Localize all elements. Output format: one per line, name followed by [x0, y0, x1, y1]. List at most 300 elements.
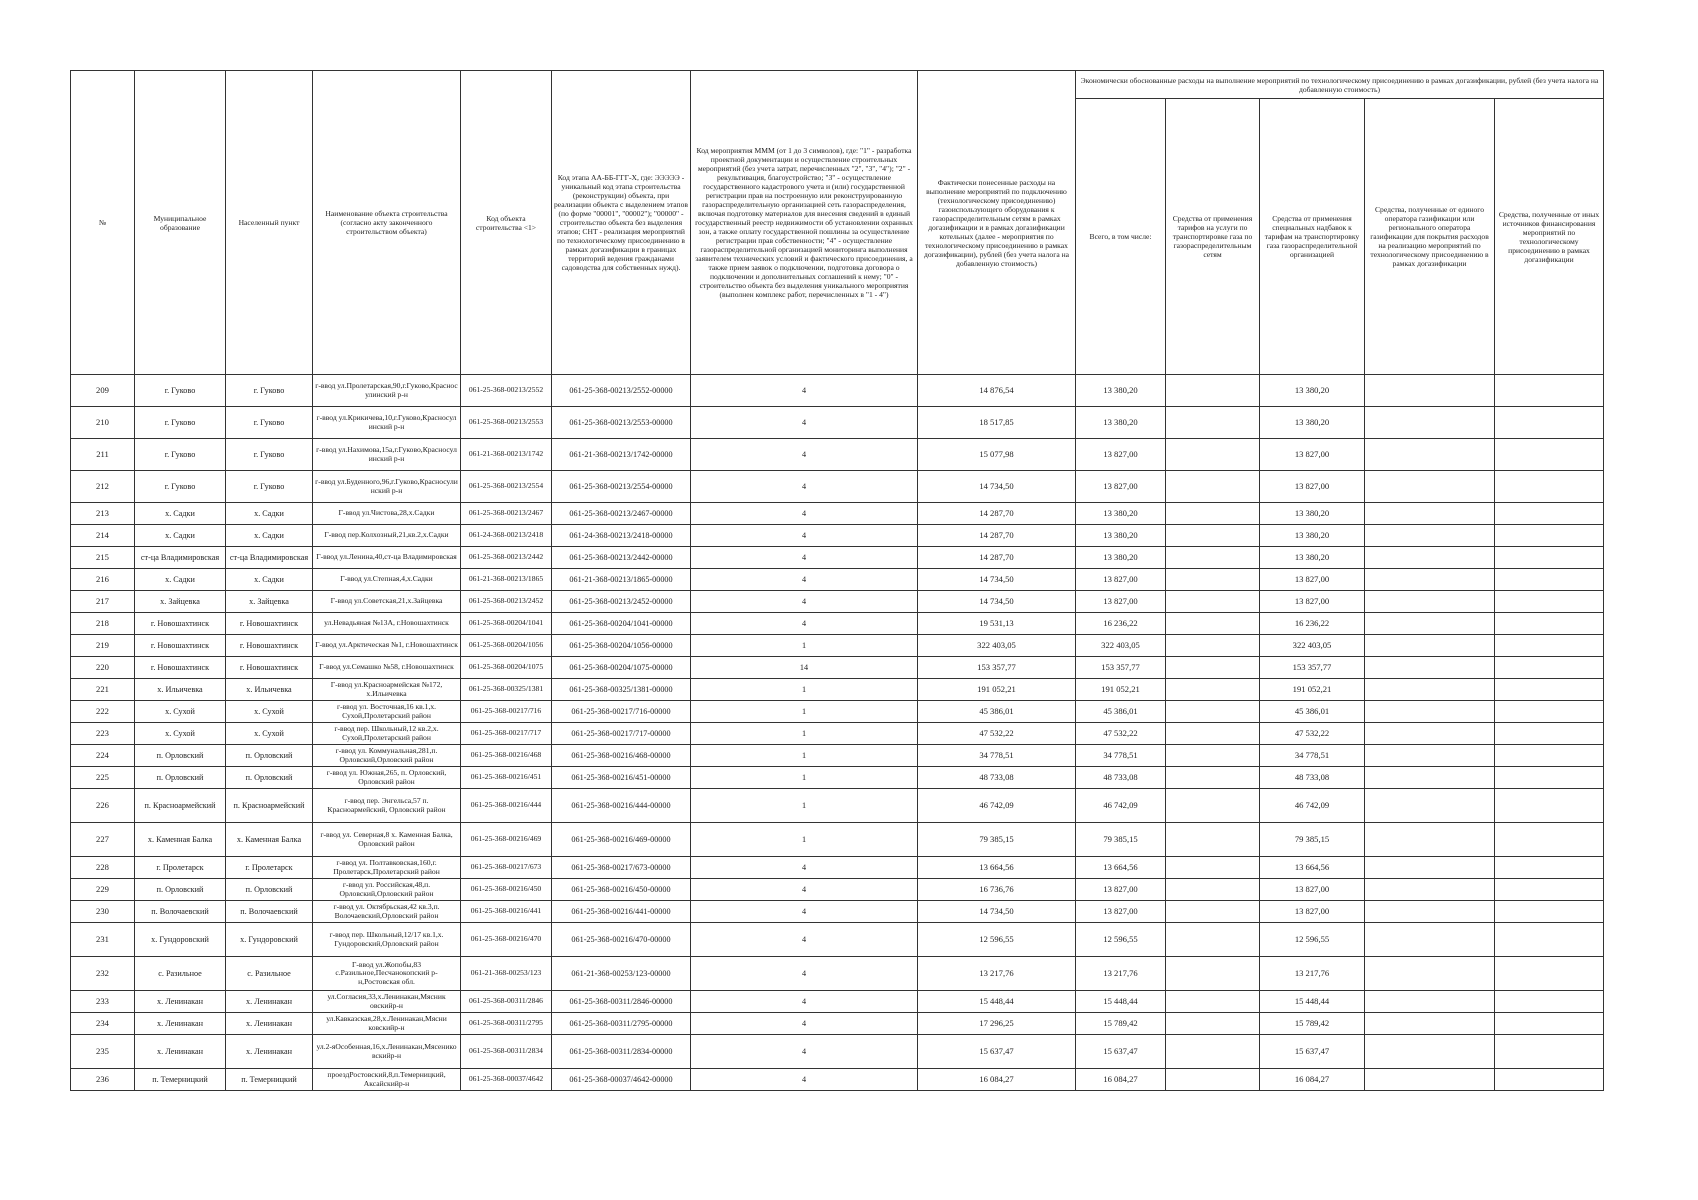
- row-total: 13 827,00: [1076, 569, 1166, 591]
- row-total: 13 380,20: [1076, 407, 1166, 439]
- row-stage-code: 061-25-368-00213/2467-00000: [552, 503, 691, 525]
- row-other-sources: [1495, 1035, 1604, 1069]
- row-stage-code: 061-25-368-00217/716-00000: [552, 701, 691, 723]
- row-municipality: х. Садки: [135, 525, 226, 547]
- row-special-surcharge: 47 532,22: [1260, 723, 1365, 745]
- row-measure-code: 4: [691, 923, 918, 957]
- row-tariff-funds: [1166, 991, 1260, 1013]
- row-municipality: х. Сухой: [135, 701, 226, 723]
- row-total: 34 778,51: [1076, 745, 1166, 767]
- row-stage-code: 061-25-368-00311/2846-00000: [552, 991, 691, 1013]
- row-operator-funds: [1365, 745, 1495, 767]
- row-object-code: 061-25-368-00325/1381: [461, 679, 552, 701]
- row-other-sources: [1495, 789, 1604, 823]
- row-tariff-funds: [1166, 857, 1260, 879]
- row-special-surcharge: 13 380,20: [1260, 407, 1365, 439]
- row-other-sources: [1495, 657, 1604, 679]
- row-actual-costs: 15 448,44: [918, 991, 1076, 1013]
- row-actual-costs: 17 296,25: [918, 1013, 1076, 1035]
- row-settlement: п. Красноармейский: [226, 789, 313, 823]
- row-object-code: 061-25-368-00216/469: [461, 823, 552, 857]
- row-object-code: 061-25-368-00216/451: [461, 767, 552, 789]
- row-number: 227: [71, 823, 135, 857]
- row-special-surcharge: 45 386,01: [1260, 701, 1365, 723]
- row-operator-funds: [1365, 657, 1495, 679]
- row-special-surcharge: 322 403,05: [1260, 635, 1365, 657]
- row-number: 236: [71, 1069, 135, 1091]
- row-stage-code: 061-25-368-00204/1056-00000: [552, 635, 691, 657]
- row-stage-code: 061-25-368-00216/469-00000: [552, 823, 691, 857]
- row-number: 226: [71, 789, 135, 823]
- row-object-name: г-ввод ул.Пролетарская,90,г.Гуково,Краснос улинский р-н: [313, 375, 461, 407]
- table-row: [71, 901, 1604, 923]
- row-other-sources: [1495, 879, 1604, 901]
- row-object-name: Г-ввод ул.Семашко №58, г.Новошахтинск: [313, 657, 461, 679]
- row-municipality: х. Садки: [135, 569, 226, 591]
- row-measure-code: 4: [691, 503, 918, 525]
- cost-table: [70, 70, 1604, 1091]
- row-actual-costs: 15 637,47: [918, 1035, 1076, 1069]
- row-actual-costs: 15 077,98: [918, 439, 1076, 471]
- row-tariff-funds: [1166, 767, 1260, 789]
- row-number: 210: [71, 407, 135, 439]
- row-tariff-funds: [1166, 635, 1260, 657]
- row-object-code: 061-25-368-00216/444: [461, 789, 552, 823]
- row-municipality: г. Пролетарск: [135, 857, 226, 879]
- row-settlement: п. Волочаевский: [226, 901, 313, 923]
- row-object-name: Г-ввод ул.Арктическая №1, г.Новошахтинск: [313, 635, 461, 657]
- row-measure-code: 1: [691, 767, 918, 789]
- table-row: [71, 375, 1604, 407]
- row-operator-funds: [1365, 439, 1495, 471]
- row-operator-funds: [1365, 857, 1495, 879]
- row-special-surcharge: 13 664,56: [1260, 857, 1365, 879]
- row-tariff-funds: [1166, 547, 1260, 569]
- row-tariff-funds: [1166, 503, 1260, 525]
- row-stage-code: 061-25-368-00216/450-00000: [552, 879, 691, 901]
- table-row: [71, 957, 1604, 991]
- row-special-surcharge: 13 827,00: [1260, 439, 1365, 471]
- row-actual-costs: 12 596,55: [918, 923, 1076, 957]
- row-settlement: п. Орловский: [226, 879, 313, 901]
- row-tariff-funds: [1166, 957, 1260, 991]
- row-number: 216: [71, 569, 135, 591]
- row-actual-costs: 16 084,27: [918, 1069, 1076, 1091]
- row-settlement: х. Сухой: [226, 723, 313, 745]
- row-settlement: г. Новошахтинск: [226, 657, 313, 679]
- row-object-name: г-ввод ул. Полтавковская,160,г. Пролетарск,Пролетарский район: [313, 857, 461, 879]
- row-object-code: 061-25-368-00213/2452: [461, 591, 552, 613]
- cost-table-sheet: [70, 70, 1603, 1091]
- row-other-sources: [1495, 701, 1604, 723]
- table-row: [71, 1013, 1604, 1035]
- row-tariff-funds: [1166, 679, 1260, 701]
- row-municipality: г. Гуково: [135, 439, 226, 471]
- row-number: 220: [71, 657, 135, 679]
- row-total: 47 532,22: [1076, 723, 1166, 745]
- row-total: 15 448,44: [1076, 991, 1166, 1013]
- row-special-surcharge: 13 827,00: [1260, 569, 1365, 591]
- row-measure-code: 1: [691, 723, 918, 745]
- row-object-code: 061-25-368-00204/1075: [461, 657, 552, 679]
- table-row: [71, 745, 1604, 767]
- row-actual-costs: 13 664,56: [918, 857, 1076, 879]
- row-municipality: г. Новошахтинск: [135, 635, 226, 657]
- row-object-code: 061-25-368-00037/4642: [461, 1069, 552, 1091]
- row-special-surcharge: 34 778,51: [1260, 745, 1365, 767]
- row-actual-costs: 14 734,50: [918, 471, 1076, 503]
- row-actual-costs: 47 532,22: [918, 723, 1076, 745]
- row-object-code: 061-25-368-00204/1041: [461, 613, 552, 635]
- row-object-name: ул.2-яОсобенная,16,х.Ленинакан,Мясенико вскийр-н: [313, 1035, 461, 1069]
- row-measure-code: 1: [691, 823, 918, 857]
- row-object-code: 061-25-368-00204/1056: [461, 635, 552, 657]
- row-tariff-funds: [1166, 923, 1260, 957]
- row-number: 215: [71, 547, 135, 569]
- row-settlement: х. Садки: [226, 503, 313, 525]
- row-object-code: 061-25-368-00216/450: [461, 879, 552, 901]
- table-row: [71, 1035, 1604, 1069]
- row-object-code: 061-25-368-00213/2442: [461, 547, 552, 569]
- row-operator-funds: [1365, 613, 1495, 635]
- row-actual-costs: 14 287,70: [918, 525, 1076, 547]
- row-settlement: п. Темерницкий: [226, 1069, 313, 1091]
- header-object-name: Наименование объекта строительства (согласно акту законченного строительством объекта): [313, 71, 461, 375]
- row-number: 228: [71, 857, 135, 879]
- row-total: 13 380,20: [1076, 375, 1166, 407]
- row-other-sources: [1495, 591, 1604, 613]
- row-settlement: х. Зайцевка: [226, 591, 313, 613]
- row-object-name: Г-ввод ул.Чистова,28,х.Садки: [313, 503, 461, 525]
- table-body: [71, 375, 1604, 1091]
- row-stage-code: 061-25-368-00216/451-00000: [552, 767, 691, 789]
- row-number: 224: [71, 745, 135, 767]
- row-object-code: 061-25-368-00216/470: [461, 923, 552, 957]
- row-special-surcharge: 13 380,20: [1260, 525, 1365, 547]
- table-row: [71, 591, 1604, 613]
- row-settlement: х. Сухой: [226, 701, 313, 723]
- header-other-sources: Средства, полученные от иных источников финансирования мероприятий по технологическому присоединению в рамках догазификации: [1495, 99, 1604, 375]
- row-actual-costs: 191 052,21: [918, 679, 1076, 701]
- table-row: [71, 569, 1604, 591]
- row-number: 217: [71, 591, 135, 613]
- row-settlement: х. Ильичевка: [226, 679, 313, 701]
- row-object-code: 061-21-368-00213/1865: [461, 569, 552, 591]
- table-row: [71, 503, 1604, 525]
- row-tariff-funds: [1166, 657, 1260, 679]
- row-total: 13 827,00: [1076, 901, 1166, 923]
- row-number: 211: [71, 439, 135, 471]
- row-object-name: Г-ввод ул.Ленина,40,ст-ца Владимировская: [313, 547, 461, 569]
- row-other-sources: [1495, 613, 1604, 635]
- row-municipality: п. Красноармейский: [135, 789, 226, 823]
- row-other-sources: [1495, 745, 1604, 767]
- row-actual-costs: 14 734,50: [918, 569, 1076, 591]
- row-other-sources: [1495, 923, 1604, 957]
- row-total: 15 637,47: [1076, 1035, 1166, 1069]
- row-operator-funds: [1365, 701, 1495, 723]
- row-number: 221: [71, 679, 135, 701]
- header-object-code: Код объекта строительства <1>: [461, 71, 552, 375]
- row-stage-code: 061-21-368-00213/1865-00000: [552, 569, 691, 591]
- table-row: [71, 923, 1604, 957]
- row-tariff-funds: [1166, 591, 1260, 613]
- row-number: 218: [71, 613, 135, 635]
- row-settlement: г. Гуково: [226, 471, 313, 503]
- row-actual-costs: 322 403,05: [918, 635, 1076, 657]
- row-special-surcharge: 13 827,00: [1260, 591, 1365, 613]
- row-other-sources: [1495, 857, 1604, 879]
- row-object-name: г-ввод ул. Российская,48,п. Орловский,Орловский район: [313, 879, 461, 901]
- row-operator-funds: [1365, 525, 1495, 547]
- table-row: [71, 823, 1604, 857]
- row-measure-code: 4: [691, 547, 918, 569]
- row-actual-costs: 18 517,85: [918, 407, 1076, 439]
- row-measure-code: 1: [691, 679, 918, 701]
- header-settlement: Населенный пункт: [226, 71, 313, 375]
- row-municipality: г. Гуково: [135, 407, 226, 439]
- row-object-name: Г-ввод ул.Степная,4,х.Садки: [313, 569, 461, 591]
- row-tariff-funds: [1166, 901, 1260, 923]
- row-special-surcharge: 13 217,76: [1260, 957, 1365, 991]
- header-tariff-funds: Средства от применения тарифов на услуги по транспортировке газа по газораспределительным сетям: [1166, 99, 1260, 375]
- row-operator-funds: [1365, 503, 1495, 525]
- row-object-name: г-ввод пер. Энгельса,57 п. Красноармейский, Орловский район: [313, 789, 461, 823]
- row-other-sources: [1495, 823, 1604, 857]
- row-special-surcharge: 13 380,20: [1260, 503, 1365, 525]
- row-special-surcharge: 15 637,47: [1260, 1035, 1365, 1069]
- row-object-code: 061-25-368-00217/673: [461, 857, 552, 879]
- row-total: 12 596,55: [1076, 923, 1166, 957]
- row-municipality: г. Гуково: [135, 375, 226, 407]
- row-measure-code: 4: [691, 1035, 918, 1069]
- row-special-surcharge: 13 380,20: [1260, 547, 1365, 569]
- row-operator-funds: [1365, 723, 1495, 745]
- table-row: [71, 723, 1604, 745]
- row-measure-code: 4: [691, 1069, 918, 1091]
- row-number: 209: [71, 375, 135, 407]
- row-stage-code: 061-25-368-00213/2442-00000: [552, 547, 691, 569]
- row-other-sources: [1495, 503, 1604, 525]
- row-object-code: 061-25-368-00311/2834: [461, 1035, 552, 1069]
- row-settlement: г. Пролетарск: [226, 857, 313, 879]
- row-measure-code: 14: [691, 657, 918, 679]
- row-settlement: г. Гуково: [226, 375, 313, 407]
- row-operator-funds: [1365, 569, 1495, 591]
- table-row: [71, 991, 1604, 1013]
- row-special-surcharge: 191 052,21: [1260, 679, 1365, 701]
- row-total: 16 236,22: [1076, 613, 1166, 635]
- row-number: 213: [71, 503, 135, 525]
- header-total: Всего, в том числе:: [1076, 99, 1166, 375]
- header-special-surcharge: Средства от применения специальных надбавок к тарифам на транспортировку газа газораспределительной организацией: [1260, 99, 1365, 375]
- table-row: [71, 547, 1604, 569]
- row-settlement: п. Орловский: [226, 767, 313, 789]
- row-tariff-funds: [1166, 1069, 1260, 1091]
- row-object-name: ул.Невадьяная №13А, г.Новошахтинск: [313, 613, 461, 635]
- row-other-sources: [1495, 1013, 1604, 1035]
- row-municipality: х. Гундоровский: [135, 923, 226, 957]
- row-other-sources: [1495, 525, 1604, 547]
- row-municipality: х. Зайцевка: [135, 591, 226, 613]
- row-operator-funds: [1365, 407, 1495, 439]
- row-tariff-funds: [1166, 723, 1260, 745]
- row-total: 153 357,77: [1076, 657, 1166, 679]
- row-special-surcharge: 13 380,20: [1260, 375, 1365, 407]
- row-stage-code: 061-25-368-00204/1041-00000: [552, 613, 691, 635]
- row-other-sources: [1495, 901, 1604, 923]
- row-actual-costs: 14 876,54: [918, 375, 1076, 407]
- table-row: [71, 471, 1604, 503]
- row-object-name: Г-ввод ул.Советская,21,х.Зайцевка: [313, 591, 461, 613]
- row-other-sources: [1495, 991, 1604, 1013]
- row-stage-code: 061-25-368-00216/468-00000: [552, 745, 691, 767]
- row-municipality: г. Новошахтинск: [135, 657, 226, 679]
- row-measure-code: 4: [691, 471, 918, 503]
- row-object-name: проездРостовский,8,п.Темерницкий, Аксайскийр-н: [313, 1069, 461, 1091]
- table-row: [71, 635, 1604, 657]
- row-municipality: х. Ленинакан: [135, 1013, 226, 1035]
- row-object-code: 061-25-368-00311/2795: [461, 1013, 552, 1035]
- row-number: 225: [71, 767, 135, 789]
- row-tariff-funds: [1166, 1035, 1260, 1069]
- row-municipality: г. Гуково: [135, 471, 226, 503]
- row-operator-funds: [1365, 679, 1495, 701]
- row-stage-code: 061-25-368-00216/441-00000: [552, 901, 691, 923]
- row-operator-funds: [1365, 957, 1495, 991]
- row-tariff-funds: [1166, 823, 1260, 857]
- row-other-sources: [1495, 375, 1604, 407]
- header-municipality: Муниципальное образование: [135, 71, 226, 375]
- row-total: 13 664,56: [1076, 857, 1166, 879]
- row-operator-funds: [1365, 901, 1495, 923]
- row-object-code: 061-21-368-00213/1742: [461, 439, 552, 471]
- row-stage-code: 061-25-368-00213/2552-00000: [552, 375, 691, 407]
- row-total: 13 827,00: [1076, 439, 1166, 471]
- row-settlement: с. Разильное: [226, 957, 313, 991]
- row-special-surcharge: 46 742,09: [1260, 789, 1365, 823]
- row-measure-code: 4: [691, 525, 918, 547]
- row-municipality: ст-ца Владимировская: [135, 547, 226, 569]
- header-stage-code: Код этапа АА-ББ-ГГГ-Х, где: ЭЭЭЭЭ - уникальный код этапа строительства (реконструкции) объекта, при реализации объекта с выделением этапов (по форме "00001", "00002"); "00000" - строительство объекта без выделения этапов; СНТ - реализация мероприятий по технологическому присоединению в рамках догазификации в границах территорий ведения гражданами садоводства для собственных нужд).: [552, 71, 691, 375]
- row-object-name: г-ввод ул.Буденного,96,г.Гуково,Красносули нский р-н: [313, 471, 461, 503]
- row-municipality: х. Сухой: [135, 723, 226, 745]
- table-row: [71, 879, 1604, 901]
- row-measure-code: 4: [691, 1013, 918, 1035]
- row-special-surcharge: 79 385,15: [1260, 823, 1365, 857]
- row-object-name: Г-ввод ул.Красноармейская №172, х.Ильичевка: [313, 679, 461, 701]
- row-actual-costs: 79 385,15: [918, 823, 1076, 857]
- table-row: [71, 789, 1604, 823]
- row-tariff-funds: [1166, 701, 1260, 723]
- row-operator-funds: [1365, 923, 1495, 957]
- table-row: [71, 525, 1604, 547]
- row-total: 79 385,15: [1076, 823, 1166, 857]
- row-special-surcharge: 15 789,42: [1260, 1013, 1365, 1035]
- row-total: 13 827,00: [1076, 471, 1166, 503]
- row-tariff-funds: [1166, 613, 1260, 635]
- row-settlement: ст-ца Владимировская: [226, 547, 313, 569]
- row-object-name: ул.Кавказская,28,х.Ленинакан,Мясни ковскийр-н: [313, 1013, 461, 1035]
- table-row: [71, 1069, 1604, 1091]
- row-number: 230: [71, 901, 135, 923]
- table-row: [71, 439, 1604, 471]
- row-municipality: х. Каменная Балка: [135, 823, 226, 857]
- row-settlement: п. Орловский: [226, 745, 313, 767]
- row-settlement: х. Садки: [226, 569, 313, 591]
- row-actual-costs: 14 734,50: [918, 901, 1076, 923]
- table-row: [71, 701, 1604, 723]
- row-actual-costs: 46 742,09: [918, 789, 1076, 823]
- row-settlement: г. Гуково: [226, 439, 313, 471]
- row-number: 219: [71, 635, 135, 657]
- row-special-surcharge: 12 596,55: [1260, 923, 1365, 957]
- table-row: [71, 679, 1604, 701]
- row-tariff-funds: [1166, 1013, 1260, 1035]
- row-object-code: 061-25-368-00217/717: [461, 723, 552, 745]
- row-object-name: г-ввод ул. Октябрьская,42 кв.3,п. Волочаевский,Орловский район: [313, 901, 461, 923]
- row-total: 191 052,21: [1076, 679, 1166, 701]
- row-object-name: г-ввод пер. Школьный,12 кв.2,х. Сухой,Пролетарский район: [313, 723, 461, 745]
- row-other-sources: [1495, 957, 1604, 991]
- row-tariff-funds: [1166, 407, 1260, 439]
- row-operator-funds: [1365, 471, 1495, 503]
- row-number: 212: [71, 471, 135, 503]
- row-stage-code: 061-25-368-00213/2554-00000: [552, 471, 691, 503]
- table-row: [71, 657, 1604, 679]
- row-special-surcharge: 15 448,44: [1260, 991, 1365, 1013]
- row-measure-code: 4: [691, 375, 918, 407]
- row-tariff-funds: [1166, 879, 1260, 901]
- row-actual-costs: 14 287,70: [918, 547, 1076, 569]
- row-operator-funds: [1365, 879, 1495, 901]
- table-row: [71, 767, 1604, 789]
- row-stage-code: 061-21-368-00213/1742-00000: [552, 439, 691, 471]
- row-measure-code: 4: [691, 879, 918, 901]
- row-municipality: х. Ильичевка: [135, 679, 226, 701]
- row-settlement: х. Ленинакан: [226, 1035, 313, 1069]
- row-stage-code: 061-24-368-00213/2418-00000: [552, 525, 691, 547]
- row-special-surcharge: 153 357,77: [1260, 657, 1365, 679]
- row-actual-costs: 14 287,70: [918, 503, 1076, 525]
- row-total: 13 380,20: [1076, 525, 1166, 547]
- row-other-sources: [1495, 767, 1604, 789]
- row-actual-costs: 34 778,51: [918, 745, 1076, 767]
- row-operator-funds: [1365, 767, 1495, 789]
- row-total: 46 742,09: [1076, 789, 1166, 823]
- row-measure-code: 4: [691, 991, 918, 1013]
- row-special-surcharge: 16 084,27: [1260, 1069, 1365, 1091]
- row-measure-code: 1: [691, 745, 918, 767]
- row-actual-costs: 14 734,50: [918, 591, 1076, 613]
- row-measure-code: 4: [691, 591, 918, 613]
- row-settlement: г. Новошахтинск: [226, 635, 313, 657]
- row-actual-costs: 48 733,08: [918, 767, 1076, 789]
- row-special-surcharge: 48 733,08: [1260, 767, 1365, 789]
- row-measure-code: 4: [691, 957, 918, 991]
- row-special-surcharge: 13 827,00: [1260, 879, 1365, 901]
- row-actual-costs: 16 736,76: [918, 879, 1076, 901]
- row-tariff-funds: [1166, 789, 1260, 823]
- row-municipality: г. Новошахтинск: [135, 613, 226, 635]
- row-object-name: г-ввод ул.Нахимова,15а,г.Гуково,Красносул инский р-н: [313, 439, 461, 471]
- table-row: [71, 407, 1604, 439]
- row-object-code: 061-25-368-00213/2553: [461, 407, 552, 439]
- row-object-code: 061-25-368-00213/2467: [461, 503, 552, 525]
- row-object-code: 061-25-368-00311/2846: [461, 991, 552, 1013]
- row-total: 13 380,20: [1076, 547, 1166, 569]
- row-measure-code: 1: [691, 789, 918, 823]
